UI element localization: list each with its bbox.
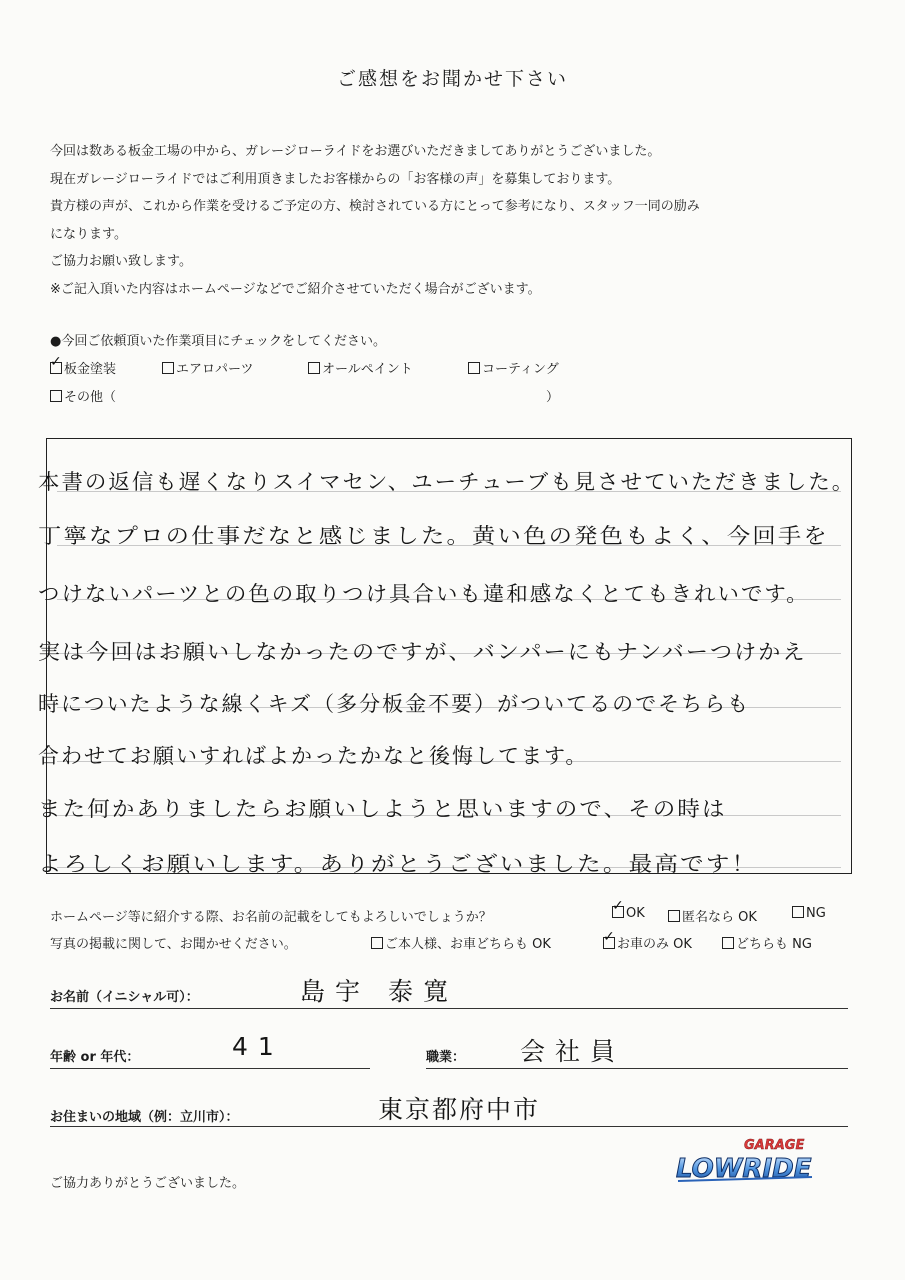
handwritten-comment-line: 実は今回はお願いしなかったのですが、バンパーにもナンバーつけかえ bbox=[38, 640, 807, 664]
underline bbox=[50, 1008, 848, 1009]
work-items-row bbox=[50, 358, 559, 377]
work-item-bankin[interactable]: ✓板金塗装 bbox=[50, 358, 162, 377]
checkbox-icon[interactable] bbox=[50, 390, 62, 402]
name-option-anonymous[interactable]: 匿名なら OK bbox=[668, 906, 757, 925]
garage-lowride-logo bbox=[672, 1133, 820, 1189]
area-label: お住まいの地域（例：立川市）： bbox=[50, 1110, 239, 1125]
handwritten-comment-line: また何かありましたらお願いしようと思いますので、その時は bbox=[38, 797, 727, 821]
checkbox-icon[interactable] bbox=[308, 362, 320, 374]
age-label: 年齢 or 年代： bbox=[50, 1050, 140, 1065]
checkbox-icon[interactable] bbox=[162, 362, 174, 374]
intro-line: ご協力お願い致します。 bbox=[50, 254, 192, 269]
name-permission-question: ホームページ等に紹介する際、お名前の記載をしてもよろしいでしょうか？ bbox=[50, 910, 492, 925]
thanks-text: ご協力ありがとうございました。 bbox=[50, 1176, 246, 1191]
name-option-ok[interactable]: ✓ OK bbox=[612, 906, 645, 921]
checkbox-checked-icon[interactable] bbox=[612, 906, 624, 918]
underline bbox=[50, 1068, 370, 1069]
handwritten-comment-line: 時についたような線くキズ（多分板金不要）がついてるのでそちらも bbox=[38, 692, 751, 716]
photo-permission-question: 写真の掲載に関して、お聞かせください。 bbox=[50, 937, 297, 952]
intro-text bbox=[50, 138, 850, 303]
area-value[interactable]: 東京都府中市 bbox=[378, 1095, 541, 1124]
name-value[interactable]: 島宇 泰寛 bbox=[300, 977, 458, 1006]
page-title: ご感想をお聞かせ下さい bbox=[336, 68, 568, 90]
checkbox-icon[interactable] bbox=[792, 906, 804, 918]
intro-line: になります。 bbox=[50, 226, 127, 242]
photo-option-car-only[interactable]: ✓ お車のみ OK bbox=[603, 933, 692, 952]
underline bbox=[426, 1068, 848, 1069]
svg-text:LOWRIDE: LOWRIDE bbox=[676, 1154, 812, 1184]
work-items-heading: ●今回ご依頼頂いた作業項目にチェックをしてください。 bbox=[50, 334, 386, 349]
intro-line: 貴方様の声が、これから作業を受けるご予定の方、検討されている方にとって参考になり、スタッフ一同の励み bbox=[50, 199, 700, 214]
checkbox-icon[interactable] bbox=[722, 937, 734, 949]
checkbox-checked-icon[interactable] bbox=[603, 937, 615, 949]
handwritten-comment-line: 丁寧なプロの仕事だなと感じました。黄い色の発色もよく、今回手を bbox=[38, 524, 829, 548]
checkbox-icon[interactable] bbox=[668, 910, 680, 922]
work-item-aero[interactable]: エアロパーツ bbox=[162, 358, 308, 377]
handwritten-comment-line: 本書の返信も遅くなりスイマセン、ユーチューブも見させていただきました。 bbox=[38, 470, 856, 494]
job-label: 職業： bbox=[426, 1050, 466, 1065]
work-item-other[interactable]: その他（ ） bbox=[50, 386, 559, 405]
underline bbox=[50, 1126, 848, 1127]
intro-line: 今回は数ある板金工場の中から、ガレージローライドをお選びいただきましてありがとうございました。 bbox=[50, 144, 661, 159]
work-item-allpaint[interactable]: オールペイント bbox=[308, 358, 468, 377]
svg-text:GARAGE: GARAGE bbox=[744, 1138, 805, 1153]
job-value[interactable]: 会社員 bbox=[520, 1037, 626, 1066]
handwritten-comment-line: 合わせてお願いすればよかったかなと後悔してます。 bbox=[38, 744, 589, 768]
checkbox-checked-icon[interactable] bbox=[50, 362, 62, 374]
handwritten-comment-line: よろしくお願いします。ありがとうございました。最高です！ bbox=[38, 852, 758, 876]
photo-option-both[interactable]: ご本人様、お車どちらも OK bbox=[371, 933, 551, 952]
handwritten-comment-line: つけないパーツとの色の取りつけ具合いも違和感なくとてもきれいです。 bbox=[38, 582, 810, 606]
work-item-coating[interactable]: コーティング bbox=[468, 358, 559, 377]
intro-line: 現在ガレージローライドではご利用頂きましたお客様からの「お客様の声」を募集しております。 bbox=[50, 171, 621, 187]
name-label: お名前（イニシャル可）： bbox=[50, 990, 199, 1005]
photo-option-ng[interactable]: どちらも NG bbox=[722, 933, 812, 952]
age-value[interactable]: 41 bbox=[232, 1032, 284, 1061]
intro-line: ※ご記入頂いた内容はホームページなどでご紹介させていただく場合がございます。 bbox=[50, 281, 541, 297]
checkbox-icon[interactable] bbox=[468, 362, 480, 374]
checkbox-icon[interactable] bbox=[371, 937, 383, 949]
name-option-ng[interactable]: NG bbox=[792, 906, 826, 921]
